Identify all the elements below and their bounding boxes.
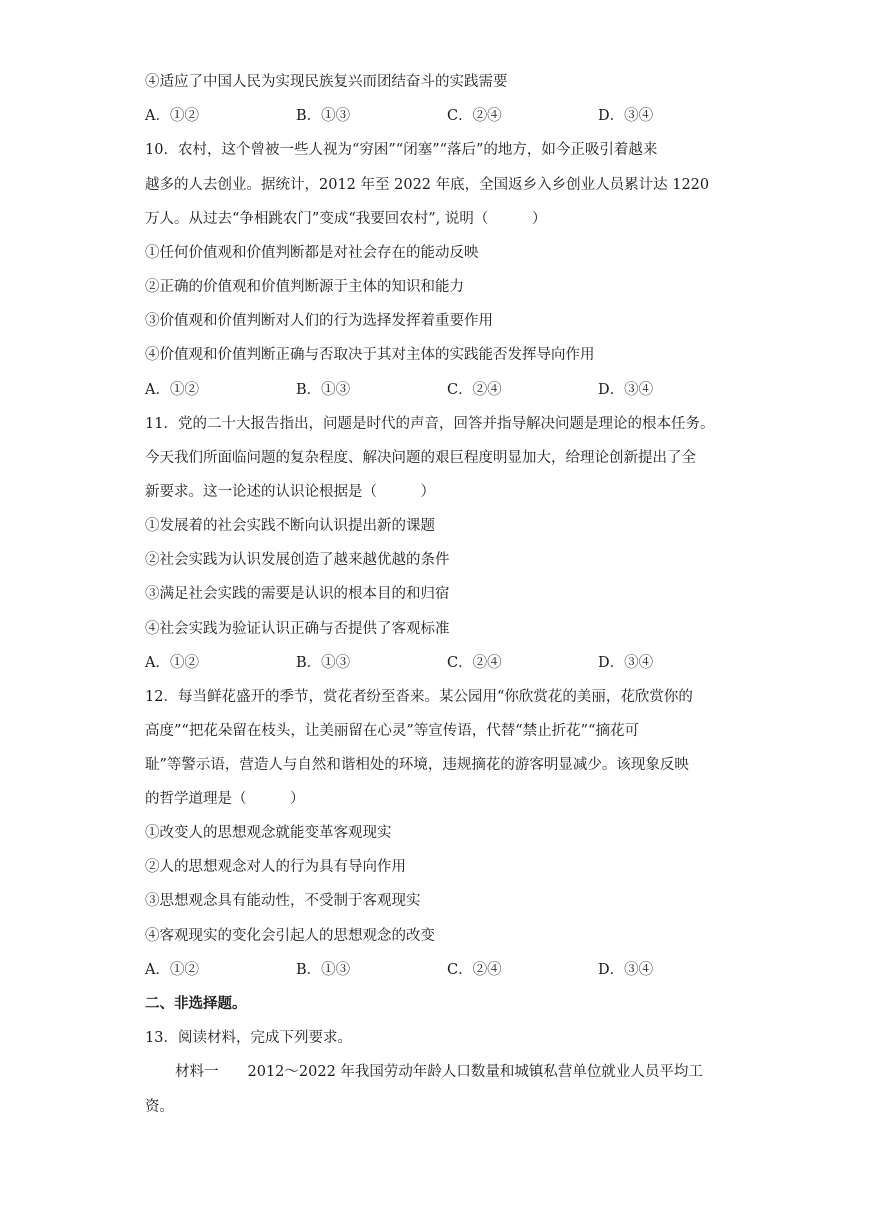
q9-option-c: C．②④: [447, 108, 502, 124]
q10-option-a: A．①②: [145, 382, 199, 398]
q12-item-1: ①改变人的思想观念就能变革客观现实: [145, 825, 392, 841]
q10-item-2: ②正确的价值观和价值判断源于主体的知识和能力: [145, 279, 464, 295]
q12-item-4: ④客观现实的变化会引起人的思想观念的改变: [145, 928, 435, 944]
q11-option-a: A．①②: [145, 655, 199, 671]
q12-options: [145, 960, 735, 980]
q11-stem-line-2: 今天我们所面临问题的复杂程度、解决问题的艰巨程度明显加大，给理论创新提出了全: [145, 450, 696, 466]
q10-options: [145, 380, 735, 400]
q10-option-b: B．①③: [296, 382, 351, 398]
q10-item-4: ④价值观和价值判断正确与否取决于其对主体的实践能否发挥导向作用: [145, 347, 595, 363]
q11-stem-line-3: 新要求。这一论述的认识论根据是（ ）: [145, 484, 435, 500]
q10-stem-line-1: 10．农村，这个曾被一些人视为“穷困”“闭塞”“落后”的地方，如今正吸引着越来: [145, 142, 658, 158]
q10-option-d: D．③④: [598, 382, 654, 398]
q9-option-a: A．①②: [145, 108, 199, 124]
q12-item-2: ②人的思想观念对人的行为具有导向作用: [145, 859, 406, 875]
q12-stem-line-2: 高度”“把花朵留在枝头，让美丽留在心灵”等宣传语，代替“禁止折花”“摘花可: [145, 723, 639, 739]
q13-material-line-2: 资。: [145, 1099, 174, 1115]
q11-option-c: C．②④: [447, 655, 502, 671]
q9-item-4: ④适应了中国人民为实现民族复兴而团结奋斗的实践需要: [145, 74, 508, 90]
q12-stem-line-3: 耻”等警示语，营造人与自然和谐相处的环境，违规摘花的游客明显减少。该现象反映: [145, 757, 689, 773]
q12-item-3: ③思想观念具有能动性，不受制于客观现实: [145, 893, 421, 909]
q12-option-b: B．①③: [296, 962, 351, 978]
q11-options: [145, 653, 735, 673]
q10-stem-line-2: 越多的人去创业。据统计，2012 年至 2022 年底，全国返乡入乡创业人员累计达 1220: [145, 177, 710, 193]
q9-options: [145, 106, 735, 126]
q10-option-c: C．②④: [447, 382, 502, 398]
q11-item-1: ①发展着的社会实践不断向认识提出新的课题: [145, 518, 435, 534]
q12-stem-line-4: 的哲学道理是（ ）: [145, 791, 305, 807]
q11-item-2: ②社会实践为认识发展创造了越来越优越的条件: [145, 552, 450, 568]
q9-option-b: B．①③: [296, 108, 351, 124]
q12-option-c: C．②④: [447, 962, 502, 978]
q11-item-4: ④社会实践为验证认识正确与否提供了客观标准: [145, 621, 450, 637]
q13-stem: 13．阅读材料，完成下列要求。: [145, 1030, 352, 1046]
q9-option-d: D．③④: [598, 108, 654, 124]
q11-item-3: ③满足社会实践的需要是认识的根本目的和归宿: [145, 586, 450, 602]
q11-option-d: D．③④: [598, 655, 654, 671]
q12-stem-line-1: 12．每当鲜花盛开的季节，赏花者纷至沓来。某公园用“你欣赏花的美丽，花欣赏你的: [145, 689, 693, 705]
q11-stem-line-1: 11．党的二十大报告指出，问题是时代的声音，回答并指导解决问题是理论的根本任务。: [145, 416, 715, 432]
q10-stem-line-3: 万人。从过去“争相跳农门”变成“我要回农村”, 说明（ ）: [145, 211, 547, 227]
q12-option-d: D．③④: [598, 962, 654, 978]
q11-option-b: B．①③: [296, 655, 351, 671]
q13-material-line-1: 材料一 2012～2022 年我国劳动年龄人口数量和城镇私营单位就业人员平均工: [175, 1064, 703, 1080]
q10-item-3: ③价值观和价值判断对人们的行为选择发挥着重要作用: [145, 313, 493, 329]
section-heading: 二、非选择题。: [145, 995, 247, 1012]
q12-option-a: A．①②: [145, 962, 199, 978]
q10-item-1: ①任何价值观和价值判断都是对社会存在的能动反映: [145, 245, 479, 261]
